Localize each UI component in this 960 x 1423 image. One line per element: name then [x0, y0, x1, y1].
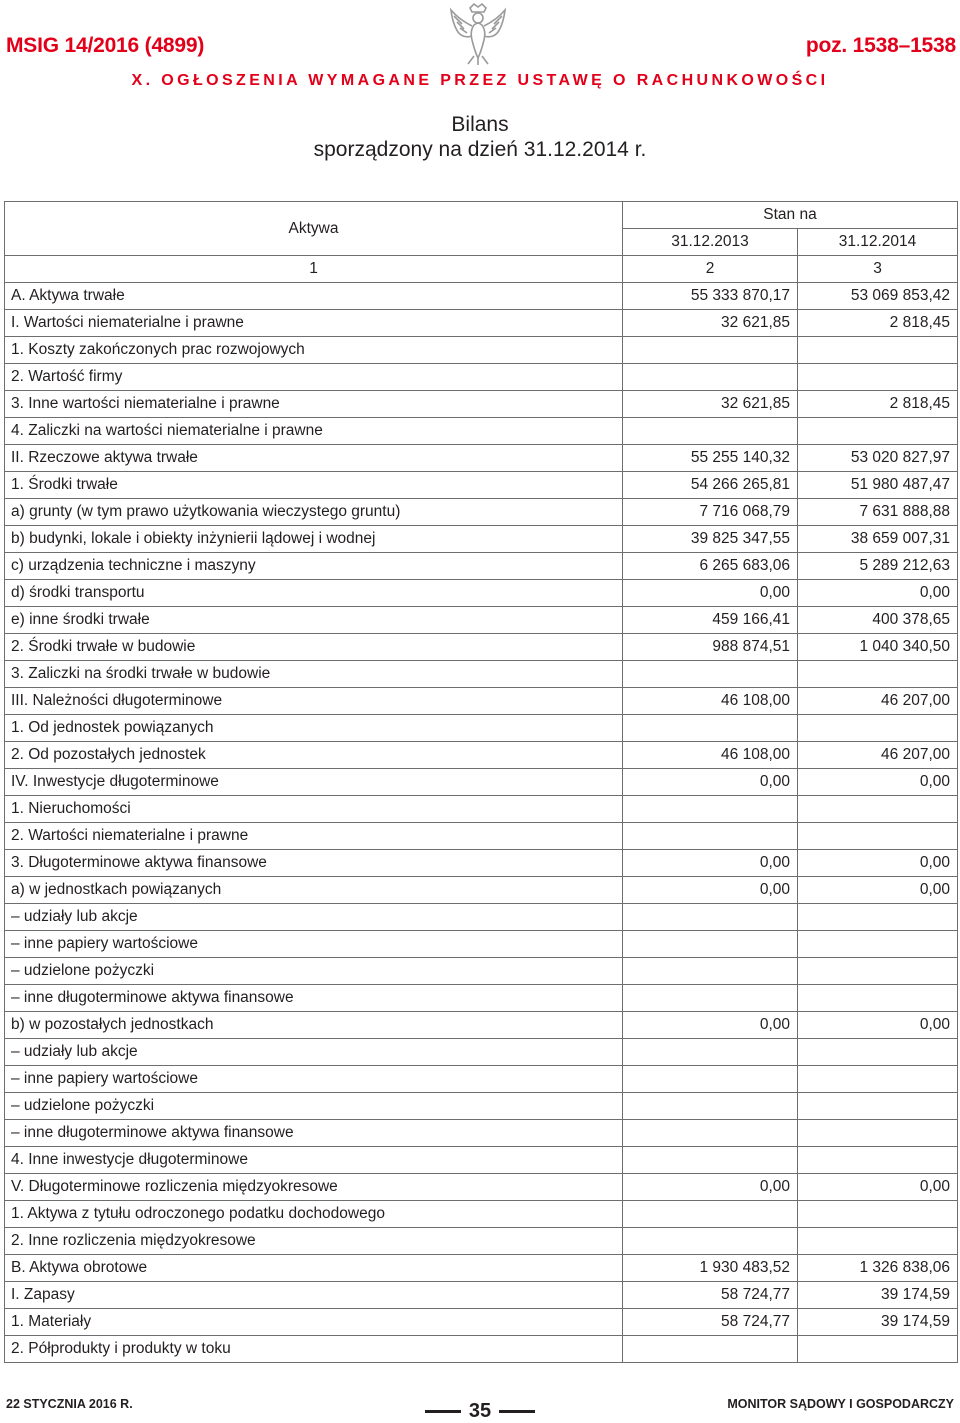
row-label: 2. Wartość firmy — [5, 364, 623, 391]
row-value-2014: 0,00 — [798, 580, 958, 607]
row-value-2014: 53 020 827,97 — [798, 445, 958, 472]
row-label: I. Wartości niematerialne i prawne — [5, 310, 623, 337]
row-label: – udziały lub akcje — [5, 904, 623, 931]
row-label: III. Należności długoterminowe — [5, 688, 623, 715]
row-value-2013: 58 724,77 — [623, 1282, 798, 1309]
row-value-2013: 32 621,85 — [623, 391, 798, 418]
row-value-2013 — [623, 418, 798, 445]
row-label: a) grunty (w tym prawo użytkowania wieczystego gruntu) — [5, 499, 623, 526]
page-number-dash-left — [425, 1410, 461, 1413]
row-label: 4. Inne inwestycje długoterminowe — [5, 1147, 623, 1174]
table-row — [5, 1039, 958, 1066]
row-label: 2. Od pozostałych jednostek — [5, 742, 623, 769]
table-row — [5, 850, 958, 877]
table-row — [5, 1012, 958, 1039]
row-label: 3. Inne wartości niematerialne i prawne — [5, 391, 623, 418]
table-row — [5, 877, 958, 904]
row-value-2014: 46 207,00 — [798, 742, 958, 769]
table-row — [5, 796, 958, 823]
table-row — [5, 1201, 958, 1228]
row-value-2013: 32 621,85 — [623, 310, 798, 337]
table-row — [5, 499, 958, 526]
row-value-2014: 38 659 007,31 — [798, 526, 958, 553]
table-header-row — [5, 202, 958, 229]
row-value-2013: 1 930 483,52 — [623, 1255, 798, 1282]
row-label: 1. Nieruchomości — [5, 796, 623, 823]
row-value-2013 — [623, 715, 798, 742]
table-row — [5, 1282, 958, 1309]
table-header-numbers-row — [5, 256, 958, 283]
issue-label: MSIG 14/2016 (4899) — [6, 34, 205, 57]
row-label: e) inne środki trwałe — [5, 607, 623, 634]
header-date-1: 31.12.2013 — [623, 229, 798, 256]
footer-publication: MONITOR SĄDOWY I GOSPODARCZY — [727, 1397, 954, 1411]
row-value-2014 — [798, 661, 958, 688]
table-row — [5, 553, 958, 580]
row-value-2013: 459 166,41 — [623, 607, 798, 634]
row-value-2014: 51 980 487,47 — [798, 472, 958, 499]
header-col-number-3: 3 — [798, 256, 958, 283]
row-label: 2. Półprodukty i produkty w toku — [5, 1336, 623, 1363]
table-row — [5, 1066, 958, 1093]
page-number-value: 35 — [468, 1400, 492, 1422]
row-value-2014: 0,00 — [798, 769, 958, 796]
table-row — [5, 1147, 958, 1174]
table-row — [5, 742, 958, 769]
row-label: 2. Wartości niematerialne i prawne — [5, 823, 623, 850]
row-value-2014 — [798, 823, 958, 850]
header-aktywa: Aktywa — [5, 202, 623, 256]
polish-eagle-emblem-icon — [448, 2, 508, 66]
row-value-2014: 46 207,00 — [798, 688, 958, 715]
row-value-2014 — [798, 337, 958, 364]
footer-date: 22 STYCZNIA 2016 R. — [6, 1397, 133, 1411]
table-row — [5, 1093, 958, 1120]
row-value-2013: 46 108,00 — [623, 742, 798, 769]
row-label: a) w jednostkach powiązanych — [5, 877, 623, 904]
row-value-2013: 7 716 068,79 — [623, 499, 798, 526]
row-value-2014: 400 378,65 — [798, 607, 958, 634]
row-value-2013 — [623, 904, 798, 931]
row-label: – udzielone pożyczki — [5, 1093, 623, 1120]
row-value-2013: 988 874,51 — [623, 634, 798, 661]
row-value-2014 — [798, 1147, 958, 1174]
table-row — [5, 472, 958, 499]
row-label: 3. Długoterminowe aktywa finansowe — [5, 850, 623, 877]
row-label: – udziały lub akcje — [5, 1039, 623, 1066]
table-row — [5, 904, 958, 931]
table-row — [5, 310, 958, 337]
document-title-block — [0, 112, 960, 162]
row-value-2014 — [798, 1066, 958, 1093]
row-label: II. Rzeczowe aktywa trwałe — [5, 445, 623, 472]
row-label: 2. Inne rozliczenia międzyokresowe — [5, 1228, 623, 1255]
row-value-2013 — [623, 1201, 798, 1228]
table-row — [5, 580, 958, 607]
table-row — [5, 985, 958, 1012]
row-value-2013 — [623, 796, 798, 823]
document-title: Bilans — [451, 113, 509, 136]
row-value-2014 — [798, 364, 958, 391]
row-label: IV. Inwestycje długoterminowe — [5, 769, 623, 796]
row-label: – inne długoterminowe aktywa finansowe — [5, 1120, 623, 1147]
row-value-2013 — [623, 1147, 798, 1174]
table-row — [5, 1228, 958, 1255]
row-label: 3. Zaliczki na środki trwałe w budowie — [5, 661, 623, 688]
row-value-2014 — [798, 715, 958, 742]
row-label: 1. Od jednostek powiązanych — [5, 715, 623, 742]
row-value-2013 — [623, 931, 798, 958]
row-value-2014: 1 326 838,06 — [798, 1255, 958, 1282]
row-value-2014 — [798, 985, 958, 1012]
row-value-2013 — [623, 823, 798, 850]
row-label: 4. Zaliczki na wartości niematerialne i prawne — [5, 418, 623, 445]
row-label: 1. Środki trwałe — [5, 472, 623, 499]
row-value-2013 — [623, 661, 798, 688]
table-row — [5, 931, 958, 958]
table-row — [5, 1336, 958, 1363]
document-subtitle: sporządzony na dzień 31.12.2014 r. — [313, 138, 647, 161]
row-value-2013: 39 825 347,55 — [623, 526, 798, 553]
row-label: – inne papiery wartościowe — [5, 1066, 623, 1093]
table-row — [5, 1120, 958, 1147]
page-number-dash-right — [499, 1410, 535, 1413]
row-value-2014: 0,00 — [798, 877, 958, 904]
table-row — [5, 337, 958, 364]
row-value-2014: 7 631 888,88 — [798, 499, 958, 526]
row-value-2014: 1 040 340,50 — [798, 634, 958, 661]
row-value-2013 — [623, 1066, 798, 1093]
table-row — [5, 958, 958, 985]
row-value-2014: 2 818,45 — [798, 391, 958, 418]
row-value-2014 — [798, 1228, 958, 1255]
header-date-2: 31.12.2014 — [798, 229, 958, 256]
row-value-2013: 0,00 — [623, 1012, 798, 1039]
row-value-2013: 54 266 265,81 — [623, 472, 798, 499]
row-value-2014 — [798, 418, 958, 445]
row-value-2013 — [623, 337, 798, 364]
row-value-2014: 0,00 — [798, 850, 958, 877]
row-value-2014 — [798, 1120, 958, 1147]
row-value-2014: 0,00 — [798, 1012, 958, 1039]
row-label: 1. Koszty zakończonych prac rozwojowych — [5, 337, 623, 364]
row-value-2014 — [798, 931, 958, 958]
row-value-2014 — [798, 904, 958, 931]
table-row — [5, 1255, 958, 1282]
row-value-2014 — [798, 958, 958, 985]
table-row — [5, 391, 958, 418]
row-value-2013: 0,00 — [623, 769, 798, 796]
row-value-2014 — [798, 1093, 958, 1120]
row-value-2014 — [798, 1336, 958, 1363]
row-value-2014: 53 069 853,42 — [798, 283, 958, 310]
position-label: poz. 1538–1538 — [805, 34, 956, 57]
row-value-2013: 55 333 870,17 — [623, 283, 798, 310]
row-label: A. Aktywa trwałe — [5, 283, 623, 310]
row-value-2014: 0,00 — [798, 1174, 958, 1201]
row-value-2014: 5 289 212,63 — [798, 553, 958, 580]
row-value-2014 — [798, 1201, 958, 1228]
header-col-number-2: 2 — [623, 256, 798, 283]
row-value-2013 — [623, 985, 798, 1012]
row-value-2013: 46 108,00 — [623, 688, 798, 715]
row-value-2013 — [623, 1336, 798, 1363]
table-row — [5, 364, 958, 391]
row-label: b) budynki, lokale i obiekty inżynierii lądowej i wodnej — [5, 526, 623, 553]
row-label: – udzielone pożyczki — [5, 958, 623, 985]
header-stan-na: Stan na — [623, 202, 958, 229]
row-value-2013 — [623, 958, 798, 985]
row-value-2013 — [623, 1039, 798, 1066]
row-label: c) urządzenia techniczne i maszyny — [5, 553, 623, 580]
row-label: B. Aktywa obrotowe — [5, 1255, 623, 1282]
row-label: 1. Aktywa z tytułu odroczonego podatku dochodowego — [5, 1201, 623, 1228]
row-label: – inne papiery wartościowe — [5, 931, 623, 958]
table-row — [5, 688, 958, 715]
section-title: X. OGŁOSZENIA WYMAGANE PRZEZ USTAWĘ O RACHUNKOWOŚCI — [131, 72, 829, 89]
table-row — [5, 715, 958, 742]
table-row — [5, 283, 958, 310]
row-value-2013: 0,00 — [623, 877, 798, 904]
row-value-2014: 39 174,59 — [798, 1282, 958, 1309]
row-value-2014: 39 174,59 — [798, 1309, 958, 1336]
row-value-2013 — [623, 1093, 798, 1120]
header-col-number-1: 1 — [5, 256, 623, 283]
row-label: 1. Materiały — [5, 1309, 623, 1336]
table-row — [5, 418, 958, 445]
row-label: 2. Środki trwałe w budowie — [5, 634, 623, 661]
row-label: b) w pozostałych jednostkach — [5, 1012, 623, 1039]
row-value-2013: 0,00 — [623, 850, 798, 877]
table-row — [5, 526, 958, 553]
table-row — [5, 769, 958, 796]
row-value-2014 — [798, 1039, 958, 1066]
balance-sheet-table — [4, 201, 958, 1363]
row-value-2013: 58 724,77 — [623, 1309, 798, 1336]
row-label: V. Długoterminowe rozliczenia międzyokresowe — [5, 1174, 623, 1201]
row-value-2013 — [623, 364, 798, 391]
row-value-2014: 2 818,45 — [798, 310, 958, 337]
row-label: I. Zapasy — [5, 1282, 623, 1309]
row-label: d) środki transportu — [5, 580, 623, 607]
table-row — [5, 823, 958, 850]
row-label: – inne długoterminowe aktywa finansowe — [5, 985, 623, 1012]
row-value-2013: 6 265 683,06 — [623, 553, 798, 580]
table-row — [5, 661, 958, 688]
row-value-2014 — [798, 796, 958, 823]
table-row — [5, 1309, 958, 1336]
row-value-2013: 0,00 — [623, 1174, 798, 1201]
row-value-2013: 55 255 140,32 — [623, 445, 798, 472]
table-row — [5, 445, 958, 472]
table-row — [5, 1174, 958, 1201]
row-value-2013: 0,00 — [623, 580, 798, 607]
table-row — [5, 634, 958, 661]
table-row — [5, 607, 958, 634]
row-value-2013 — [623, 1228, 798, 1255]
row-value-2013 — [623, 1120, 798, 1147]
